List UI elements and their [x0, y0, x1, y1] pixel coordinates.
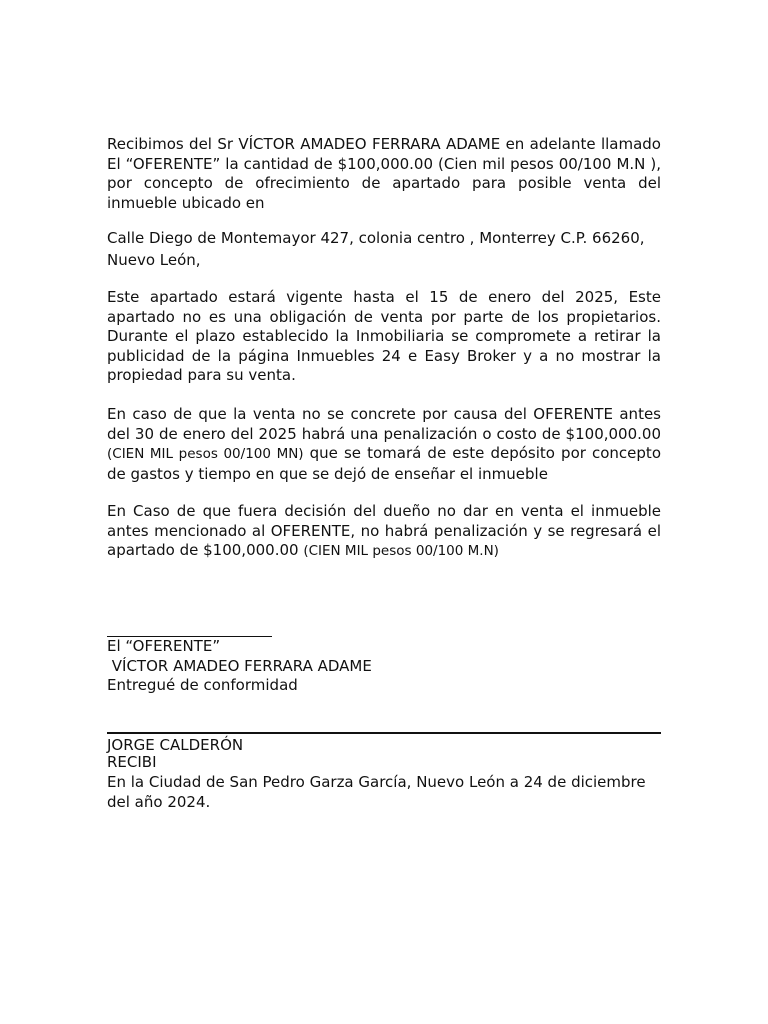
- refund-amount-words: (CIEN MIL pesos 00/100 M.N): [303, 543, 499, 559]
- penalty-text-end: que se tomará de este depósito por concepto de gastos y tiempo en que se dejó de enseñar el inmueble: [107, 444, 661, 483]
- place-date: En la Ciudad de San Pedro Garza García, Nuevo León a 24 de diciembre del año 2024.: [107, 773, 646, 811]
- paragraph-receipt: [107, 135, 661, 213]
- receiver-name: JORGE CALDERÓN: [107, 736, 244, 754]
- oferente-name: VÍCTOR AMADEO FERRARA ADAME: [107, 657, 372, 675]
- paragraph-refund: [107, 502, 661, 562]
- receipt-text: Recibimos del Sr VÍCTOR AMADEO FERRARA ADAME en adelante llamado El “OFERENTE” la cantidad de $100,000.00 (Cien mil pesos 00/100 M.N ), por concepto de ofrecimiento de apartado para posible venta del inmueble ubicado en: [107, 135, 661, 212]
- receiver-label: RECIBI: [107, 753, 157, 771]
- oferente-note: Entregué de conformidad: [107, 676, 298, 694]
- property-address: Calle Diego de Montemayor 427, colonia centro , Monterrey C.P. 66260, Nuevo León,: [107, 229, 645, 269]
- paragraph-penalty: [107, 405, 661, 484]
- oferente-label: El “OFERENTE”: [107, 637, 221, 655]
- receiver-signature-line: [107, 732, 661, 734]
- paragraph-validity: Este apartado estará vigente hasta el 15 de enero del 2025, Este apartado no es una obligación de venta por parte de los propietarios. Durante el plazo establecido la Inmobiliaria se compromete a retirar la publicidad de la página Inmuebles 24 e Easy Broker y a no mostrar la propiedad para su venta.: [107, 288, 661, 384]
- refund-text: En Caso de que fuera decisión del dueño no dar en venta el inmueble antes mencionado al OFERENTE, no habrá penalización y se regresará el apartado de $100,000.00: [107, 502, 661, 559]
- penalty-text: En caso de que la venta no se concrete por causa del OFERENTE antes del 30 de enero del 2025 habrá una penalización o costo de $100,000.00: [107, 405, 661, 443]
- penalty-amount-words: (CIEN MIL pesos 00/100 MN): [107, 446, 304, 462]
